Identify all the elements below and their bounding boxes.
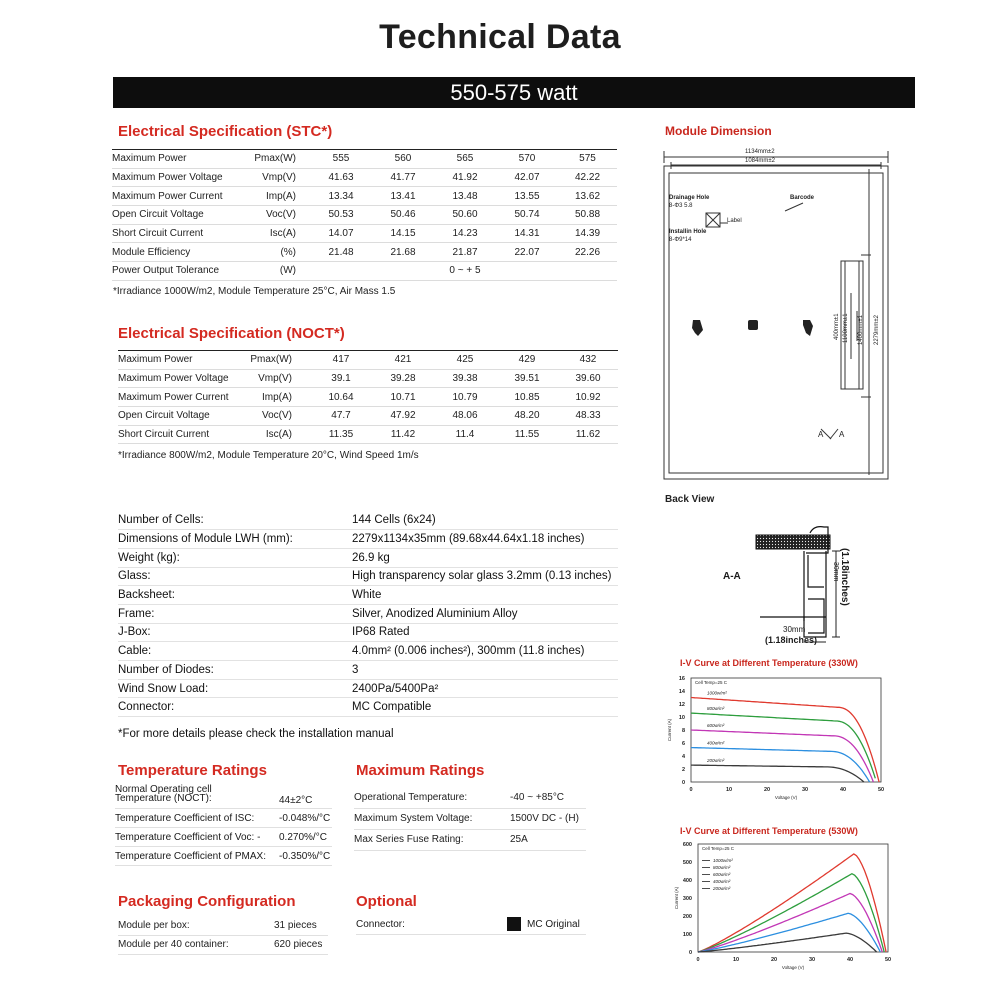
general-value: 26.9 kg bbox=[352, 548, 618, 567]
series-line bbox=[691, 765, 864, 782]
y-tick-label: 6 bbox=[681, 741, 685, 747]
spec-value: 421 bbox=[372, 351, 434, 370]
table-row bbox=[118, 351, 618, 370]
temp-value: -0.350%/°C bbox=[279, 851, 331, 862]
temp-value: -0.048%/°C bbox=[279, 813, 331, 824]
spec-value: 14.31 bbox=[496, 224, 558, 243]
spec-value: 22.26 bbox=[558, 243, 617, 262]
page-title: Technical Data bbox=[379, 18, 621, 56]
dim-width-inner: 1084mm±2 bbox=[745, 158, 775, 164]
y-tick-label: 10 bbox=[678, 715, 685, 721]
general-label: Number of Diodes: bbox=[118, 661, 352, 680]
temperature-table bbox=[115, 785, 332, 866]
y-tick-label: 300 bbox=[682, 896, 692, 902]
spec-value: 47.92 bbox=[372, 407, 434, 426]
spec-label: Module Efficiency bbox=[112, 243, 242, 262]
table-row bbox=[118, 916, 328, 935]
module-back-view-drawing bbox=[655, 145, 900, 490]
general-value: 3 bbox=[352, 661, 618, 680]
optional-row bbox=[356, 916, 586, 935]
pack-label: Module per box: bbox=[118, 916, 274, 935]
table-row bbox=[118, 604, 618, 623]
frame-width-inches: (1.18inches) bbox=[765, 635, 818, 645]
table-row bbox=[354, 808, 586, 829]
general-note: *For more details please check the installation manual bbox=[118, 728, 394, 740]
general-value: 144 Cells (6x24) bbox=[352, 511, 618, 530]
table-row bbox=[118, 567, 618, 586]
table-row bbox=[354, 829, 586, 850]
spec-value: 570 bbox=[496, 150, 558, 169]
spec-value: 50.53 bbox=[310, 206, 372, 225]
glass-laminate bbox=[756, 535, 830, 549]
general-label: Connector: bbox=[118, 698, 352, 717]
iv-chart-330w bbox=[665, 670, 885, 805]
spec-label: Maximum Power bbox=[112, 150, 242, 169]
y-tick-label: 400 bbox=[682, 878, 692, 884]
spec-value: 13.48 bbox=[434, 187, 496, 206]
drainage-hole-label: Drainage Hole bbox=[669, 195, 710, 201]
spec-label: Maximum Power bbox=[118, 351, 248, 370]
x-tick-label: 50 bbox=[884, 957, 892, 963]
table-row bbox=[115, 828, 332, 847]
legend-label: 400w/m² bbox=[713, 879, 731, 884]
connector-swatch bbox=[507, 917, 521, 931]
spec-value: 11.35 bbox=[310, 425, 372, 444]
general-value: White bbox=[352, 586, 618, 605]
spec-unit: Vmp(V) bbox=[248, 369, 310, 388]
y-tick-label: 8 bbox=[681, 728, 685, 734]
general-value: 2279x1134x35mm (89.68x44.64x1.18 inches) bbox=[352, 530, 618, 549]
optional-value: MC Original bbox=[527, 919, 580, 930]
spec-label: Maximum Power Voltage bbox=[118, 369, 248, 388]
packaging-section-title: Packaging Configuration bbox=[118, 893, 296, 910]
spec-unit: Imp(A) bbox=[248, 388, 310, 407]
x-tick-label: 30 bbox=[801, 787, 809, 793]
spec-value: 13.55 bbox=[496, 187, 558, 206]
table-row bbox=[118, 661, 618, 680]
spec-unit: Pmax(W) bbox=[242, 150, 310, 169]
max-label: Operational Temperature: bbox=[354, 787, 510, 808]
table-row bbox=[115, 847, 332, 866]
general-label: Wind Snow Load: bbox=[118, 679, 352, 698]
chart-annotation: Cell Temp=25 C bbox=[695, 680, 728, 685]
legend-label: 800w/m² bbox=[713, 865, 731, 870]
y-tick-label: 12 bbox=[678, 702, 685, 708]
section-mark-right: A bbox=[839, 430, 845, 439]
table-row bbox=[112, 168, 617, 187]
general-label: Weight (kg): bbox=[118, 548, 352, 567]
spec-value: 555 bbox=[310, 150, 372, 169]
install-hole-label: Installin Hole bbox=[669, 229, 707, 235]
junction-box-center bbox=[748, 320, 758, 330]
back-view-label: Back View bbox=[665, 494, 715, 505]
table-row bbox=[118, 530, 618, 549]
table-row bbox=[118, 388, 618, 407]
temp-label: Temperature Coefficient of Voc: - bbox=[115, 832, 261, 843]
table-row bbox=[118, 511, 618, 530]
spec-value: 432 bbox=[558, 351, 618, 370]
maximum-section-title: Maximum Ratings bbox=[356, 762, 485, 779]
max-value: 25A bbox=[510, 829, 586, 850]
general-value: Silver, Anodized Aluminium Alloy bbox=[352, 604, 618, 623]
frame-height-mm: 30mm bbox=[832, 562, 839, 582]
x-tick-label: 10 bbox=[732, 957, 740, 963]
general-value: 2400Pa/5400Pa² bbox=[352, 679, 618, 698]
module-dimension-title: Module Dimension bbox=[665, 124, 772, 138]
spec-value: 41.92 bbox=[434, 168, 496, 187]
spec-value: 41.77 bbox=[372, 168, 434, 187]
table-row bbox=[118, 623, 618, 642]
noct-note: *Irradiance 800W/m2, Module Temperature 20°C, Wind Speed 1m/s bbox=[118, 450, 419, 461]
spec-value: 42.07 bbox=[496, 168, 558, 187]
general-label: Frame: bbox=[118, 604, 352, 623]
spec-label: Open Circuit Voltage bbox=[112, 206, 242, 225]
x-tick-label: 10 bbox=[725, 787, 733, 793]
dim-width-outer: 1134mm±2 bbox=[745, 149, 775, 155]
spec-value: 560 bbox=[372, 150, 434, 169]
spec-value: 429 bbox=[496, 351, 558, 370]
spec-value: 425 bbox=[434, 351, 496, 370]
y-tick-label: 200 bbox=[682, 914, 692, 920]
spec-value: 47.7 bbox=[310, 407, 372, 426]
legend-label: 600w/m² bbox=[707, 723, 725, 728]
spec-unit: Imp(A) bbox=[242, 187, 310, 206]
general-value: MC Compatible bbox=[352, 698, 618, 717]
spec-value: 11.4 bbox=[434, 425, 496, 444]
temp-label: Temperature Coefficient of PMAX: bbox=[115, 851, 266, 862]
x-axis-label: Voltage (V) bbox=[781, 965, 805, 970]
y-axis-label: Current (A) bbox=[674, 886, 679, 910]
maximum-table bbox=[354, 787, 586, 851]
spec-unit: Isc(A) bbox=[248, 425, 310, 444]
table-row bbox=[118, 698, 618, 717]
spec-value: 48.20 bbox=[496, 407, 558, 426]
dim-400: 400mm±1 bbox=[834, 313, 840, 340]
temp-value: 44±2°C bbox=[279, 795, 313, 806]
spec-label: Maximum Power Current bbox=[112, 187, 242, 206]
temperature-section-title: Temperature Ratings bbox=[118, 762, 267, 779]
dim-1400: 1400mm±1 bbox=[858, 315, 864, 345]
optional-label: Connector: bbox=[356, 919, 405, 930]
spec-value: 11.42 bbox=[372, 425, 434, 444]
spec-value: 21.48 bbox=[310, 243, 372, 262]
frame-height-dim bbox=[832, 548, 850, 608]
y-tick-label: 100 bbox=[682, 932, 692, 938]
spec-unit: Vmp(V) bbox=[242, 168, 310, 187]
legend-label: 200w/m² bbox=[707, 758, 725, 764]
temp-value: 0.270%/°C bbox=[279, 832, 327, 843]
spec-value: 417 bbox=[310, 351, 372, 370]
x-tick-label: 20 bbox=[770, 957, 778, 963]
spec-label: Maximum Power Voltage bbox=[112, 168, 242, 187]
spec-value: 11.55 bbox=[496, 425, 558, 444]
spec-value: 48.06 bbox=[434, 407, 496, 426]
junction-box-right bbox=[803, 320, 813, 336]
spec-value: 21.87 bbox=[434, 243, 496, 262]
spec-unit: Voc(V) bbox=[248, 407, 310, 426]
spec-unit: (%) bbox=[242, 243, 310, 262]
iv-chart-530w bbox=[660, 838, 895, 978]
wattage-banner: 550-575 watt bbox=[113, 77, 915, 108]
table-row bbox=[118, 935, 328, 954]
general-value: High transparency solar glass 3.2mm (0.13 inches) bbox=[352, 567, 618, 586]
max-value: -40 ~ +85°C bbox=[510, 787, 586, 808]
spec-value: 11.62 bbox=[558, 425, 618, 444]
table-row bbox=[354, 787, 586, 808]
pack-label: Module per 40 container: bbox=[118, 935, 274, 954]
x-tick-label: 50 bbox=[877, 787, 885, 793]
y-tick-label: 0 bbox=[681, 780, 685, 786]
spec-value: 14.15 bbox=[372, 224, 434, 243]
table-row bbox=[112, 187, 617, 206]
table-row bbox=[112, 206, 617, 225]
spec-value: 14.23 bbox=[434, 224, 496, 243]
table-row bbox=[112, 243, 617, 262]
legend-label: 600w/m² bbox=[713, 872, 731, 877]
table-row bbox=[115, 785, 332, 809]
max-label: Max Series Fuse Rating: bbox=[354, 829, 510, 850]
frame-height-inches: (1.18inches) bbox=[839, 548, 850, 606]
general-spec-table bbox=[118, 511, 618, 717]
spec-label: Open Circuit Voltage bbox=[118, 407, 248, 426]
series-line bbox=[698, 894, 882, 953]
spec-value: 50.74 bbox=[496, 206, 558, 225]
spec-value: 10.71 bbox=[372, 388, 434, 407]
spec-label: Power Output Tolerance bbox=[112, 262, 242, 281]
table-row bbox=[118, 425, 618, 444]
temp-label: Temperature Coefficient of ISC: bbox=[115, 813, 255, 824]
dim-2279: 2279mm±2 bbox=[874, 315, 880, 345]
x-tick-label: 0 bbox=[696, 957, 700, 963]
noct-spec-table bbox=[118, 350, 618, 444]
x-axis-label: Voltage (V) bbox=[774, 795, 798, 800]
spec-value: 14.07 bbox=[310, 224, 372, 243]
drainage-spec: 8-Φ3 5.8 bbox=[669, 203, 693, 209]
general-value: 4.0mm² (0.006 inches²), 300mm (11.8 inches) bbox=[352, 642, 618, 661]
stc-note: *Irradiance 1000W/m2, Module Temperature 25°C, Air Mass 1.5 bbox=[113, 286, 396, 297]
general-label: Cable: bbox=[118, 642, 352, 661]
spec-unit: Isc(A) bbox=[242, 224, 310, 243]
spec-label: Maximum Power Current bbox=[118, 388, 248, 407]
spec-value: 13.41 bbox=[372, 187, 434, 206]
dim-1100: 1100mm±1 bbox=[843, 313, 849, 343]
table-row bbox=[115, 809, 332, 828]
x-tick-label: 20 bbox=[763, 787, 771, 793]
table-row bbox=[118, 586, 618, 605]
table-row bbox=[118, 369, 618, 388]
y-tick-label: 0 bbox=[688, 950, 692, 956]
max-label: Maximum System Voltage: bbox=[354, 808, 510, 829]
packaging-table bbox=[118, 916, 328, 955]
stc-section-title: Electrical Specification (STC*) bbox=[118, 123, 333, 140]
tolerance-value: 0 ~ + 5 bbox=[434, 262, 496, 281]
junction-box-left bbox=[692, 320, 703, 336]
x-tick-label: 40 bbox=[839, 787, 847, 793]
legend-label: 1000w/m² bbox=[713, 858, 733, 863]
max-value: 1500V DC - (H) bbox=[510, 808, 586, 829]
spec-unit: Voc(V) bbox=[242, 206, 310, 225]
spec-value: 50.60 bbox=[434, 206, 496, 225]
pack-value: 620 pieces bbox=[274, 935, 328, 954]
x-tick-label: 0 bbox=[689, 787, 693, 793]
general-label: J-Box: bbox=[118, 623, 352, 642]
table-row bbox=[112, 262, 617, 281]
legend-label: 400w/m² bbox=[707, 740, 725, 746]
spec-value: 39.1 bbox=[310, 369, 372, 388]
spec-value: 39.38 bbox=[434, 369, 496, 388]
legend-label: 200w/m² bbox=[713, 886, 731, 891]
optional-section-title: Optional bbox=[356, 893, 417, 910]
temp-label: Normal Operating cell Temperature (NOCT): bbox=[115, 784, 212, 804]
spec-label: Short Circuit Current bbox=[118, 425, 248, 444]
general-label: Backsheet: bbox=[118, 586, 352, 605]
iv-chart-1-title: I-V Curve at Different Temperature (330W) bbox=[680, 658, 858, 668]
table-row bbox=[112, 224, 617, 243]
general-label: Glass: bbox=[118, 567, 352, 586]
y-axis-label: Current (A) bbox=[667, 718, 672, 742]
table-row bbox=[118, 642, 618, 661]
spec-value: 21.68 bbox=[372, 243, 434, 262]
spec-value: 50.46 bbox=[372, 206, 434, 225]
stc-spec-table bbox=[112, 149, 617, 281]
series-line bbox=[698, 933, 877, 952]
section-mark-left: A bbox=[818, 430, 824, 439]
spec-value: 50.88 bbox=[558, 206, 617, 225]
frame-width-mm: 30mm bbox=[783, 625, 806, 634]
spec-value: 10.79 bbox=[434, 388, 496, 407]
spec-value: 22.07 bbox=[496, 243, 558, 262]
iv-chart-2-title: I-V Curve at Different Temperature (530W) bbox=[680, 826, 858, 836]
spec-label: Short Circuit Current bbox=[112, 224, 242, 243]
spec-value: 39.51 bbox=[496, 369, 558, 388]
spec-value: 41.63 bbox=[310, 168, 372, 187]
general-label: Dimensions of Module LWH (mm): bbox=[118, 530, 352, 549]
y-tick-label: 2 bbox=[681, 767, 685, 773]
y-tick-label: 500 bbox=[682, 860, 692, 866]
spec-value: 39.28 bbox=[372, 369, 434, 388]
spec-unit: Pmax(W) bbox=[248, 351, 310, 370]
spec-value: 13.62 bbox=[558, 187, 617, 206]
x-tick-label: 40 bbox=[846, 957, 854, 963]
barcode-label: Barcode bbox=[790, 195, 815, 201]
table-row bbox=[118, 548, 618, 567]
x-tick-label: 30 bbox=[808, 957, 816, 963]
table-row bbox=[112, 150, 617, 169]
spec-value: 575 bbox=[558, 150, 617, 169]
table-row bbox=[118, 407, 618, 426]
spec-value: 39.60 bbox=[558, 369, 618, 388]
spec-value: 48.33 bbox=[558, 407, 618, 426]
noct-section-title: Electrical Specification (NOCT*) bbox=[118, 325, 345, 342]
general-value: IP68 Rated bbox=[352, 623, 618, 642]
spec-value: 14.39 bbox=[558, 224, 617, 243]
pack-value: 31 pieces bbox=[274, 916, 328, 935]
spec-value: 13.34 bbox=[310, 187, 372, 206]
install-spec: 8-Φ9*14 bbox=[669, 237, 692, 243]
chart-annotation: Cell Temp=25 C bbox=[702, 846, 735, 851]
spec-value: 10.92 bbox=[558, 388, 618, 407]
y-tick-label: 4 bbox=[681, 754, 685, 760]
label-text: Label bbox=[727, 218, 742, 224]
legend-label: 800w/m² bbox=[707, 706, 725, 712]
legend-label: 1000w/m² bbox=[707, 690, 727, 696]
y-tick-label: 16 bbox=[678, 676, 685, 682]
table-row bbox=[118, 679, 618, 698]
general-label: Number of Cells: bbox=[118, 511, 352, 530]
y-tick-label: 14 bbox=[678, 689, 685, 695]
series-line bbox=[691, 748, 870, 782]
spec-value: 10.64 bbox=[310, 388, 372, 407]
spec-value: 565 bbox=[434, 150, 496, 169]
y-tick-label: 600 bbox=[682, 842, 692, 848]
spec-value: 10.85 bbox=[496, 388, 558, 407]
section-aa-label: A-A bbox=[723, 571, 741, 582]
spec-unit: (W) bbox=[242, 262, 310, 281]
spec-value: 42.22 bbox=[558, 168, 617, 187]
